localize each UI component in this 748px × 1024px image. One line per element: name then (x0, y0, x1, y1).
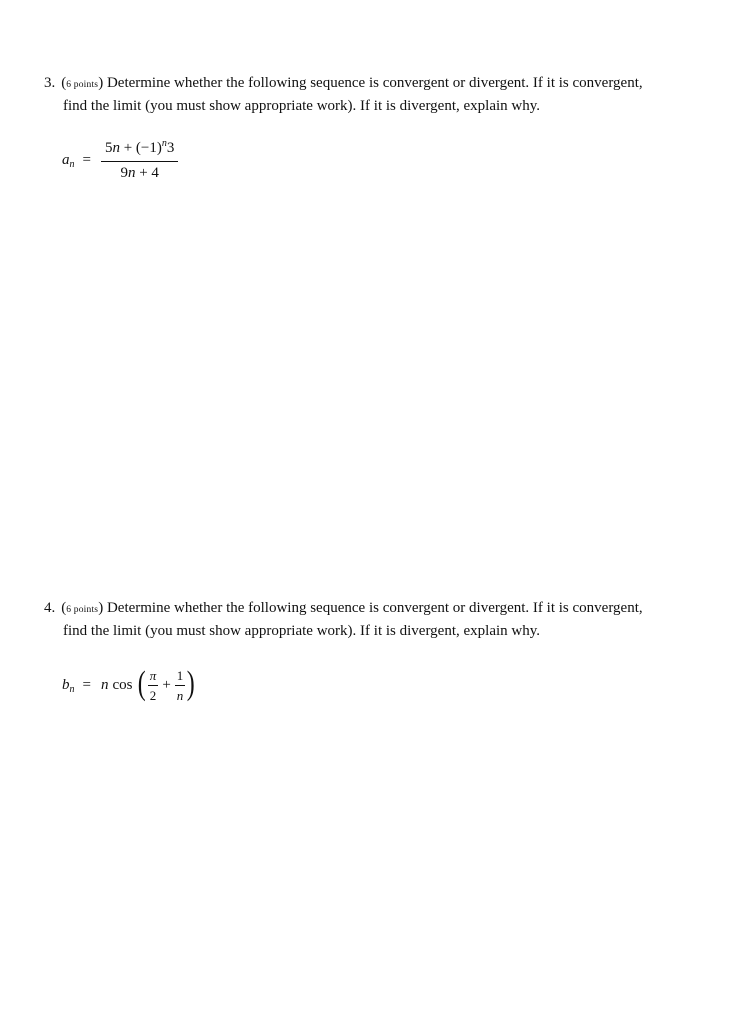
formula-b-equals: = (82, 676, 91, 693)
formula-a-n (62, 138, 178, 182)
num-exponent: n (161, 137, 167, 149)
formula-b-plus: + (162, 676, 171, 693)
num-3: 3 (166, 139, 175, 156)
formula-a-equals: = (82, 151, 91, 168)
problem-4-line-1 (44, 598, 738, 621)
points-open-paren: ( (61, 600, 67, 616)
formula-b-lhs-var: b (62, 676, 70, 693)
frac-n: n (176, 687, 184, 703)
problem-4-points: 6 points (66, 605, 99, 615)
formula-b-close-paren: ) (186, 665, 195, 702)
problem-3-text-line-2: find the limit (you must show appropriate work). If it is divergent, explain why. (63, 98, 540, 114)
problem-4-text-line-1: Determine whether the following sequence is convergent or divergent. If it is convergent, (106, 600, 643, 616)
points-close-paren: ) (98, 600, 104, 616)
den-n: n (127, 164, 136, 181)
problem-3-points: 6 points (66, 80, 99, 90)
num-n: n (112, 139, 120, 156)
frac-1: 1 (176, 667, 184, 683)
problem-3-number: 3. (44, 75, 56, 91)
problem-3-text-line-1: Determine whether the following sequence is convergent or divergent. If it is convergent, (106, 75, 643, 91)
formula-a-lhs-sub: n (69, 158, 75, 170)
formula-a-fraction-bar (101, 161, 178, 162)
problem-4-text-line-2: find the limit (you must show appropriate work). If it is divergent, explain why. (63, 623, 540, 639)
formula-b-cos: cos (112, 676, 133, 693)
den-plus-4: + 4 (135, 164, 159, 181)
problem-4-number: 4. (44, 600, 56, 616)
problem-4 (44, 598, 738, 642)
frac-pi: π (149, 667, 157, 683)
frac-2: 2 (149, 687, 157, 703)
formula-b-coef: n (100, 676, 109, 693)
frac-pi-bar (148, 685, 159, 686)
frac-1-bar (175, 685, 186, 686)
formula-a-denominator (116, 164, 162, 182)
formula-a-lhs-var: a (62, 151, 70, 168)
problem-3-line-1 (44, 73, 738, 96)
formula-a-fraction (101, 139, 178, 182)
formula-b-lhs-sub: n (69, 683, 75, 695)
formula-b-frac-1-over-n (175, 668, 186, 703)
problem-3 (44, 73, 738, 117)
num-neg-one: + (−1) (119, 139, 162, 156)
formula-b-open-paren: ( (138, 665, 147, 702)
formula-a-numerator (101, 139, 178, 159)
points-open-paren: ( (61, 75, 67, 91)
formula-b-n (62, 662, 197, 708)
num-5: 5 (104, 139, 113, 156)
den-9: 9 (120, 164, 128, 181)
points-close-paren: ) (98, 75, 104, 91)
formula-b-frac-pi-over-2 (148, 668, 159, 703)
